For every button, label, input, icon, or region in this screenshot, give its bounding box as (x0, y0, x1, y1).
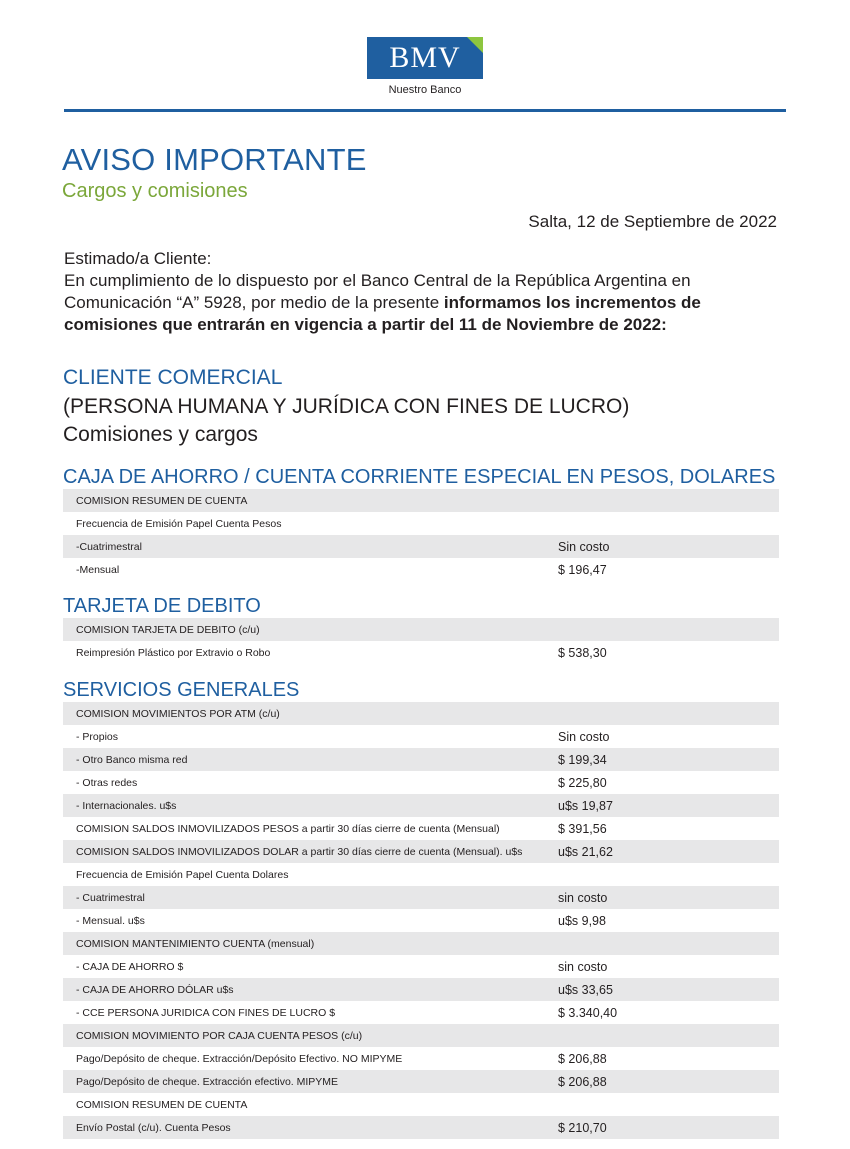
fee-label: COMISION TARJETA DE DEBITO (c/u) (76, 623, 260, 636)
intro-body (64, 270, 784, 336)
fee-label: COMISION MANTENIMIENTO CUENTA (mensual) (76, 937, 315, 950)
fee-label: Reimpresión Plástico por Extravio o Robo (76, 646, 271, 659)
fee-label: -Cuatrimestral (76, 540, 142, 553)
logo-tagline: Nuestro Banco (388, 84, 462, 96)
client-heading: CLIENTE COMERCIAL (63, 366, 283, 389)
fee-row (63, 725, 779, 748)
fee-row (63, 794, 779, 817)
fee-label: - Mensual. u$s (76, 914, 145, 927)
fee-label: - CAJA DE AHORRO $ (76, 960, 184, 973)
fee-label: Pago/Depósito de cheque. Extracción efectivo. MIPYME (76, 1075, 339, 1088)
fee-value: sin costo (558, 890, 608, 905)
fee-row (63, 641, 779, 664)
fee-label: COMISION SALDOS INMOVILIZADOS PESOS a partir 30 días cierre de cuenta (Mensual) (76, 822, 500, 835)
section-savings-account (63, 466, 779, 581)
fee-value: $ 225,80 (558, 775, 607, 790)
intro-greeting: Estimado/a Cliente: (64, 249, 212, 268)
fee-value: u$s 21,62 (558, 844, 613, 859)
section-general-services (63, 679, 779, 1139)
fee-row (63, 535, 779, 558)
bank-logo (367, 37, 483, 96)
logo-text: BMV (389, 41, 461, 74)
fee-value: u$s 19,87 (558, 798, 613, 813)
fee-row (63, 1047, 779, 1070)
fee-label: Frecuencia de Emisión Papel Cuenta Dolares (76, 868, 289, 881)
fee-label: - Propios (76, 730, 119, 743)
fee-label: - CAJA DE AHORRO DÓLAR u$s (76, 983, 234, 996)
fee-value: $ 206,88 (558, 1074, 607, 1089)
fee-label: COMISION MOVIMIENTO POR CAJA CUENTA PESOS (c/u) (76, 1029, 363, 1042)
fee-label: - CCE PERSONA JURIDICA CON FINES DE LUCRO $ (76, 1006, 336, 1019)
fee-label: COMISION SALDOS INMOVILIZADOS DOLAR a partir 30 días cierre de cuenta (Mensual). u$s (76, 845, 523, 858)
fee-label: - Cuatrimestral (76, 891, 145, 904)
section-title: SERVICIOS GENERALES (63, 679, 300, 701)
fee-row (63, 748, 779, 771)
fee-row (63, 771, 779, 794)
fee-value: u$s 9,98 (558, 913, 606, 928)
fee-value: sin costo (558, 959, 608, 974)
section-title: CAJA DE AHORRO / CUENTA CORRIENTE ESPECIAL EN PESOS, DOLARES (63, 466, 776, 488)
fee-value: Sin costo (558, 729, 610, 744)
fee-row (63, 489, 779, 512)
client-subheading: (PERSONA HUMANA Y JURÍDICA CON FINES DE LUCRO) (63, 395, 630, 418)
fee-label: COMISION RESUMEN DE CUENTA (76, 494, 248, 507)
fee-label: - Otro Banco misma red (76, 753, 188, 766)
fee-row (63, 886, 779, 909)
fee-row (63, 1001, 779, 1024)
fee-value: $ 538,30 (558, 645, 607, 660)
fee-row (63, 1116, 779, 1139)
fee-label: COMISION RESUMEN DE CUENTA (76, 1098, 248, 1111)
fee-value: $ 391,56 (558, 821, 607, 836)
fee-row (63, 909, 779, 932)
fee-value: $ 199,34 (558, 752, 607, 767)
fee-label: - Internacionales. u$s (76, 799, 177, 812)
intro-text-bold: informamos los incrementos de comisiones que entrarán en vigencia a partir del 11 de Noviembre de 2022: (64, 293, 701, 334)
fee-row (63, 955, 779, 978)
section-debit-card (63, 595, 779, 664)
fee-row (63, 1024, 779, 1047)
fee-row (63, 840, 779, 863)
fee-row (63, 1093, 779, 1116)
fee-value: $ 3.340,40 (558, 1005, 618, 1020)
fee-value: Sin costo (558, 539, 610, 554)
fee-value: $ 196,47 (558, 562, 607, 577)
fee-value: $ 206,88 (558, 1051, 607, 1066)
fee-label: - Otras redes (76, 776, 138, 789)
fee-table (63, 618, 779, 664)
fee-row (63, 702, 779, 725)
fee-row (63, 978, 779, 1001)
fee-label: Pago/Depósito de cheque. Extracción/Depósito Efectivo. NO MIPYME (76, 1052, 403, 1065)
fee-row (63, 1070, 779, 1093)
fee-value: $ 210,70 (558, 1120, 607, 1135)
fee-row (63, 512, 779, 535)
page-subtitle: Cargos y comisiones (62, 180, 248, 202)
intro-text: En cumplimiento de lo dispuesto por el Banco Central de la República Argentina en Comunicación “A” 5928, por medio de la presente (64, 271, 691, 312)
fee-row (63, 558, 779, 581)
fee-table (63, 489, 779, 581)
fee-row (63, 863, 779, 886)
intro-paragraph (64, 248, 784, 336)
notice-date: Salta, 12 de Septiembre de 2022 (528, 212, 777, 231)
commissions-heading: Comisiones y cargos (63, 423, 258, 446)
fee-label: -Mensual (76, 563, 120, 576)
section-title: TARJETA DE DEBITO (63, 595, 261, 617)
fee-row (63, 618, 779, 641)
header-divider (64, 109, 786, 112)
fee-row (63, 932, 779, 955)
fee-label: Frecuencia de Emisión Papel Cuenta Pesos (76, 517, 282, 530)
logo-corner-accent (467, 37, 483, 53)
fee-row (63, 817, 779, 840)
page-title: AVISO IMPORTANTE (62, 142, 367, 177)
fee-label: COMISION MOVIMIENTOS POR ATM (c/u) (76, 707, 280, 720)
fee-label: Envío Postal (c/u). Cuenta Pesos (76, 1121, 231, 1134)
fee-table (63, 702, 779, 1139)
fee-value: u$s 33,65 (558, 982, 613, 997)
logo-mark (367, 37, 483, 79)
